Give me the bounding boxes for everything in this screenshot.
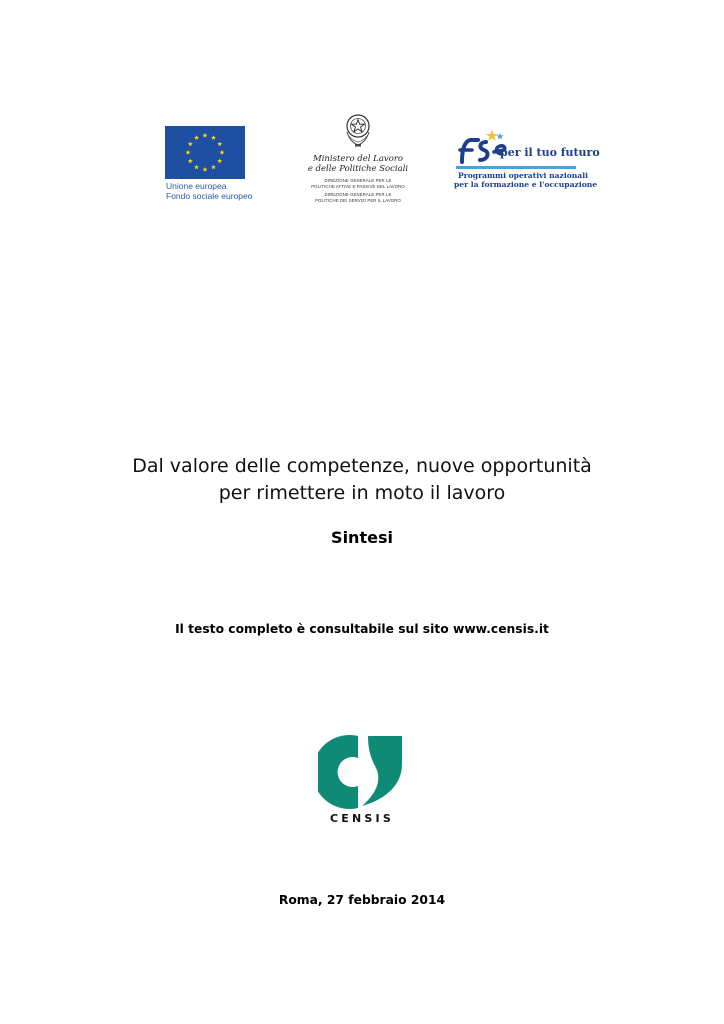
- eu-star-icon: [203, 133, 208, 138]
- eu-logo-line1: Unione europea: [166, 181, 227, 191]
- eu-star-icon: [211, 165, 216, 170]
- title-line-1: Dal valore delle competenze, nuove opportunità: [132, 455, 592, 477]
- ministry-logo: [300, 112, 416, 212]
- fse-divider: [456, 166, 576, 169]
- eu-logo-line2: Fondo sociale europeo: [166, 191, 253, 201]
- fse-subtitle-line2: per la formazione e l'occupazione: [454, 180, 598, 189]
- eu-star-icon: [211, 135, 216, 140]
- document-title: [0, 453, 724, 507]
- censis-mark-icon: [318, 734, 404, 810]
- fse-subtitle-line1: Programmi operativi nazionali: [458, 171, 588, 180]
- fse-tagline: per il tuo futuro: [500, 146, 600, 159]
- ministry-directorate-line3: DIREZIONE GENERALE PER LE: [324, 192, 392, 197]
- eu-star-icon: [220, 150, 225, 155]
- eu-star-icon: [194, 165, 199, 170]
- ministry-directorate-line2: POLITICHE ATTIVE E PASSIVE DEL LAVORO: [311, 184, 405, 189]
- eu-star-icon: [203, 167, 208, 172]
- document-date: Roma, 27 febbraio 2014: [278, 893, 446, 907]
- ministry-name-line2: e delle Politiche Sociali: [307, 164, 409, 174]
- eu-star-icon: [188, 141, 193, 146]
- full-text-note: Il testo completo è consultabile sul sito www.censis.it: [175, 622, 549, 636]
- eu-star-icon: [188, 158, 193, 163]
- eu-logo: [165, 126, 253, 204]
- eu-star-icon: [217, 158, 222, 163]
- ministry-directorate-line1: DIREZIONE GENERALE PER LE: [324, 178, 392, 183]
- fse-logo: [452, 128, 600, 194]
- eu-star-icon: [217, 141, 222, 146]
- ministry-directorate-line4: POLITICHE DEI SERVIZI PER IL LAVORO: [315, 198, 401, 203]
- document-subtitle: Sintesi: [331, 528, 393, 547]
- title-line-2: per rimettere in moto il lavoro: [218, 482, 506, 504]
- ministry-name-line1: Ministero del Lavoro: [312, 154, 403, 164]
- eu-flag-icon: [165, 126, 245, 179]
- eu-star-icon: [194, 135, 199, 140]
- censis-wordmark: CENSIS: [330, 812, 394, 825]
- eu-star-icon: [186, 150, 191, 155]
- italian-republic-emblem-icon: [344, 112, 372, 148]
- censis-logo: [316, 734, 408, 826]
